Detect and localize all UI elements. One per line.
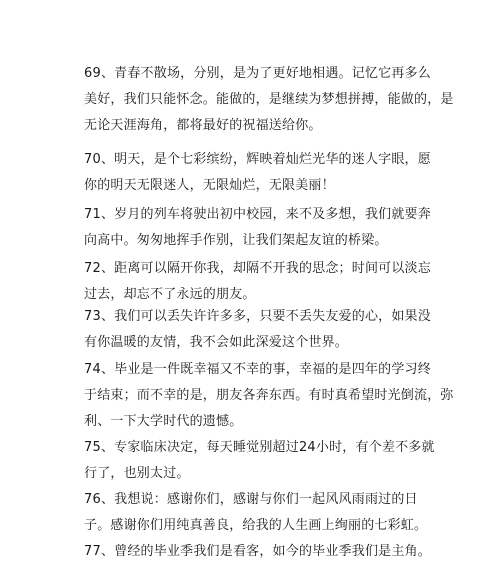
text-line: 行了，也别太过。 <box>84 466 190 481</box>
text-line: 无论天涯海角，都将最好的祝福送给你。 <box>84 118 322 133</box>
text-line: 有你温暖的友情，我不会如此深爱这个世界。 <box>84 335 349 350</box>
paragraph-72 <box>84 256 434 308</box>
paragraph-70 <box>84 147 434 199</box>
text-line: 70、明天，是个七彩缤纷，辉映着灿烂光华的迷人字眼，愿 <box>84 152 431 167</box>
text-line: 子。感谢你们用纯真善良，给我的人生画上绚丽的七彩虹。 <box>84 518 428 533</box>
text-line: 利、一下大学时代的遗憾。 <box>84 414 243 429</box>
text-line: 76、我想说：感谢你们，感谢与你们一起风风雨雨过的日 <box>84 492 418 507</box>
paragraph-71 <box>84 202 434 254</box>
paragraph-73 <box>84 304 434 356</box>
text-line: 69、青春不散场，分别，是为了更好地相遇。记忆它再多么 <box>84 66 431 81</box>
text-line: 于结束；而不幸的是，朋友各奔东西。有时真希望时光倒流，弥 <box>84 388 454 403</box>
paragraph-77 <box>84 539 434 565</box>
text-line: 75、专家临床决定，每天睡觉别超过24小时，有个差不多就 <box>84 440 435 455</box>
text-line: 77、曾经的毕业季我们是看客，如今的毕业季我们是主角。 <box>84 544 431 559</box>
text-line: 74、毕业是一件既幸福又不幸的事，幸福的是四年的学习终 <box>84 362 431 377</box>
paragraph-74 <box>84 357 454 435</box>
paragraph-69 <box>84 61 454 139</box>
text-line: 过去，却忘不了永远的朋友。 <box>84 287 256 302</box>
text-line: 71、岁月的列车将驶出初中校园，来不及多想，我们就要奔 <box>84 207 431 222</box>
text-line: 美好，我们只能怀念。能做的，是继续为梦想拼搏，能做的，是 <box>84 92 454 107</box>
paragraph-75 <box>84 435 434 487</box>
text-line: 向高中。匆匆地挥手作别，让我们架起友谊的桥梁。 <box>84 233 388 248</box>
text-line: 73、我们可以丢失许许多多，只要不丢失友爱的心，如果没 <box>84 309 431 324</box>
text-line: 72、距离可以隔开你我，却隔不开我的思念；时间可以淡忘 <box>84 261 431 276</box>
paragraph-76 <box>84 487 434 539</box>
text-line: 你的明天无限迷人，无限灿烂，无限美丽！ <box>84 178 335 193</box>
